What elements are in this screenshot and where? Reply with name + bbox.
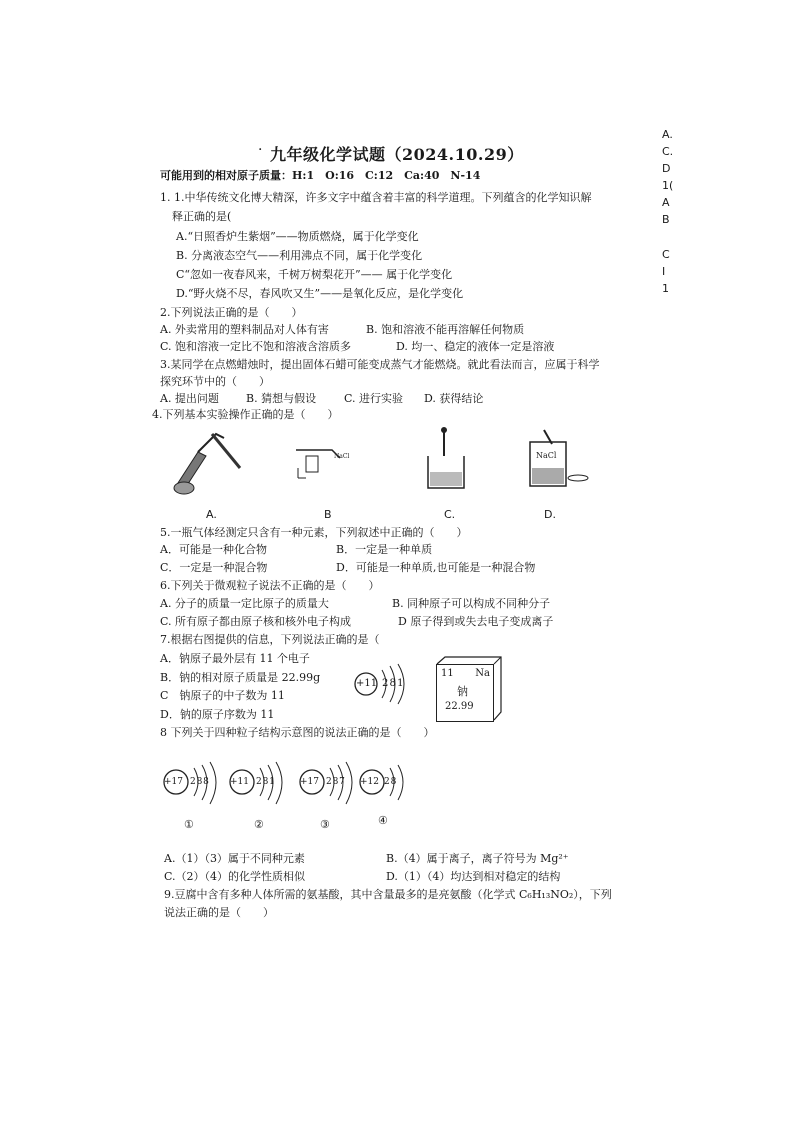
q5-stem: 5.一瓶气体经测定只含有一种元素，下列叙述中正确的（ ） [160, 526, 468, 539]
particle-2-label: ② [254, 818, 264, 831]
q8-option-a: A.（1）（3）属于不同种元素 [164, 852, 305, 865]
sodium-nucleus-label: +11 [356, 678, 378, 689]
particle-1-shells: 2 8 8 [190, 777, 208, 787]
svg-text:NaCl: NaCl [334, 453, 350, 460]
q4-label-c: C. [444, 508, 456, 521]
q3-option-b: B. 猜想与假设 [246, 392, 317, 405]
element-number: 11 [441, 668, 454, 679]
q2-stem: 2.下列说法正确的是（ ） [160, 306, 303, 319]
q7-stem: 7.根据右图提供的信息，下列说法正确的是（ [160, 633, 380, 646]
q6-option-c: C. 所有原子都由原子核和核外电子构成 [160, 615, 352, 628]
element-card-3d-edge [436, 656, 502, 722]
experiment-a-figure [168, 424, 248, 496]
particle-3-nucleus: +17 [300, 777, 319, 787]
q1-option-c: C“忽如一夜春风来，千树万树梨花开”—— 属于化学变化 [176, 268, 453, 281]
experiment-d-figure [522, 426, 592, 492]
q3-stem-line1: 3.某同学在点燃蜡烛时，提出固体石蜡可能变成蒸气才能燃烧。就此看法而言，应属于科学 [160, 358, 600, 371]
q8-option-c: C.（2）（4）的化学性质相似 [164, 870, 306, 883]
particle-4-shells: 2 8 [384, 777, 396, 787]
q8-stem: 8 下列关于四种粒子结构示意图的说法正确的是（ ） [160, 726, 435, 739]
q7-option-c: C 钠原子的中子数为 11 [160, 689, 285, 702]
q5-option-c: C．一定是一种混合物 [160, 561, 268, 574]
q5-option-b: B．一定是一种单质 [336, 543, 433, 556]
svg-text:NaCl: NaCl [536, 451, 557, 460]
q4-label-d: D. [544, 508, 556, 521]
particle-4-nucleus: +12 [360, 777, 379, 787]
q9-stem-line1: 9.豆腐中含有多种人体所需的氨基酸，其中含量最多的是亮氨酸（化学式 C₆H₁₃NO₂），下列 [164, 888, 612, 901]
q6-stem: 6.下列关于微观粒子说法不正确的是（ ） [160, 579, 380, 592]
page-title: 九年级化学试题（2024.10.29） [270, 145, 524, 164]
q2-option-d: D. 均一、稳定的液体一定是溶液 [396, 340, 555, 353]
q2-option-a: A. 外卖常用的塑料制品对人体有害 [160, 323, 329, 336]
title-dot: · [258, 142, 263, 158]
particle-3-shells: 2 8 7 [326, 777, 344, 787]
q1-stem-line1: 1. 1.中华传统文化博大精深，许多文字中蕴含着丰富的科学道理。下列蕴含的化学知识解 [160, 191, 592, 204]
q1-option-d: D.“野火烧不尽，春风吹又生”——是氧化反应，是化学变化 [176, 287, 464, 300]
element-name: 钠 [457, 685, 468, 698]
q8-option-d: D.（1）（4）均达到相对稳定的结构 [386, 870, 561, 883]
q3-option-d: D. 获得结论 [424, 392, 484, 405]
adjacent-page-fragment: A. C. D 1( A B C I 1 [662, 128, 674, 295]
experiment-c-figure [424, 426, 472, 492]
element-mass: 22.99 [445, 701, 474, 712]
q2-option-c: C. 饱和溶液一定比不饱和溶液含溶质多 [160, 340, 352, 353]
q5-option-d: D．可能是一种单质,也可能是一种混合物 [336, 561, 536, 574]
q6-option-d: D 原子得到或失去电子变成离子 [398, 615, 554, 628]
q7-option-a: A．钠原子最外层有 11 个电子 [160, 652, 310, 665]
q1-option-a: A.“日照香炉生紫烟”——物质燃烧，属于化学变化 [176, 230, 419, 243]
sodium-shells-label: 2 8 1 [382, 678, 403, 689]
q1-option-b: B. 分离液态空气——利用沸点不同，属于化学变化 [176, 249, 423, 262]
q4-label-a: A. [206, 508, 217, 521]
q3-option-c: C. 进行实验 [344, 392, 404, 405]
q4-label-b: B [324, 508, 332, 521]
q3-option-a: A. 提出问题 [160, 392, 219, 405]
particle-1-nucleus: +17 [164, 777, 183, 787]
atomic-masses: 可能用到的相对原子质量：H:1 O:16 C:12 Ca:40 N-14 [160, 169, 481, 182]
particle-1-label: ① [184, 818, 194, 831]
particle-3-label: ③ [320, 818, 330, 831]
q4-stem: 4.下列基本实验操作正确的是（ ） [152, 408, 339, 421]
experiment-b-figure [292, 444, 352, 484]
q5-option-a: A．可能是一种化合物 [160, 543, 267, 556]
q1-stem-line2: 释正确的是( [172, 210, 232, 223]
q6-option-b: B. 同种原子可以构成不同种分子 [392, 597, 551, 610]
particle-4-label: ④ [378, 814, 388, 827]
q7-option-b: B．钠的相对原子质量是 22.99g [160, 671, 321, 684]
q8-option-b: B.（4）属于离子，离子符号为 Mg²⁺ [386, 852, 569, 865]
q2-option-b: B. 饱和溶液不能再溶解任何物质 [366, 323, 525, 336]
q7-option-d: D．钠的原子序数为 11 [160, 708, 275, 721]
particle-2-shells: 2 8 1 [256, 777, 274, 787]
q9-stem-line2: 说法正确的是（ ） [164, 906, 274, 919]
particle-2-nucleus: +11 [230, 777, 249, 787]
q3-stem-line2: 探究环节中的（ ） [160, 375, 270, 388]
element-symbol: Na [475, 668, 490, 679]
q6-option-a: A. 分子的质量一定比原子的质量大 [160, 597, 329, 610]
